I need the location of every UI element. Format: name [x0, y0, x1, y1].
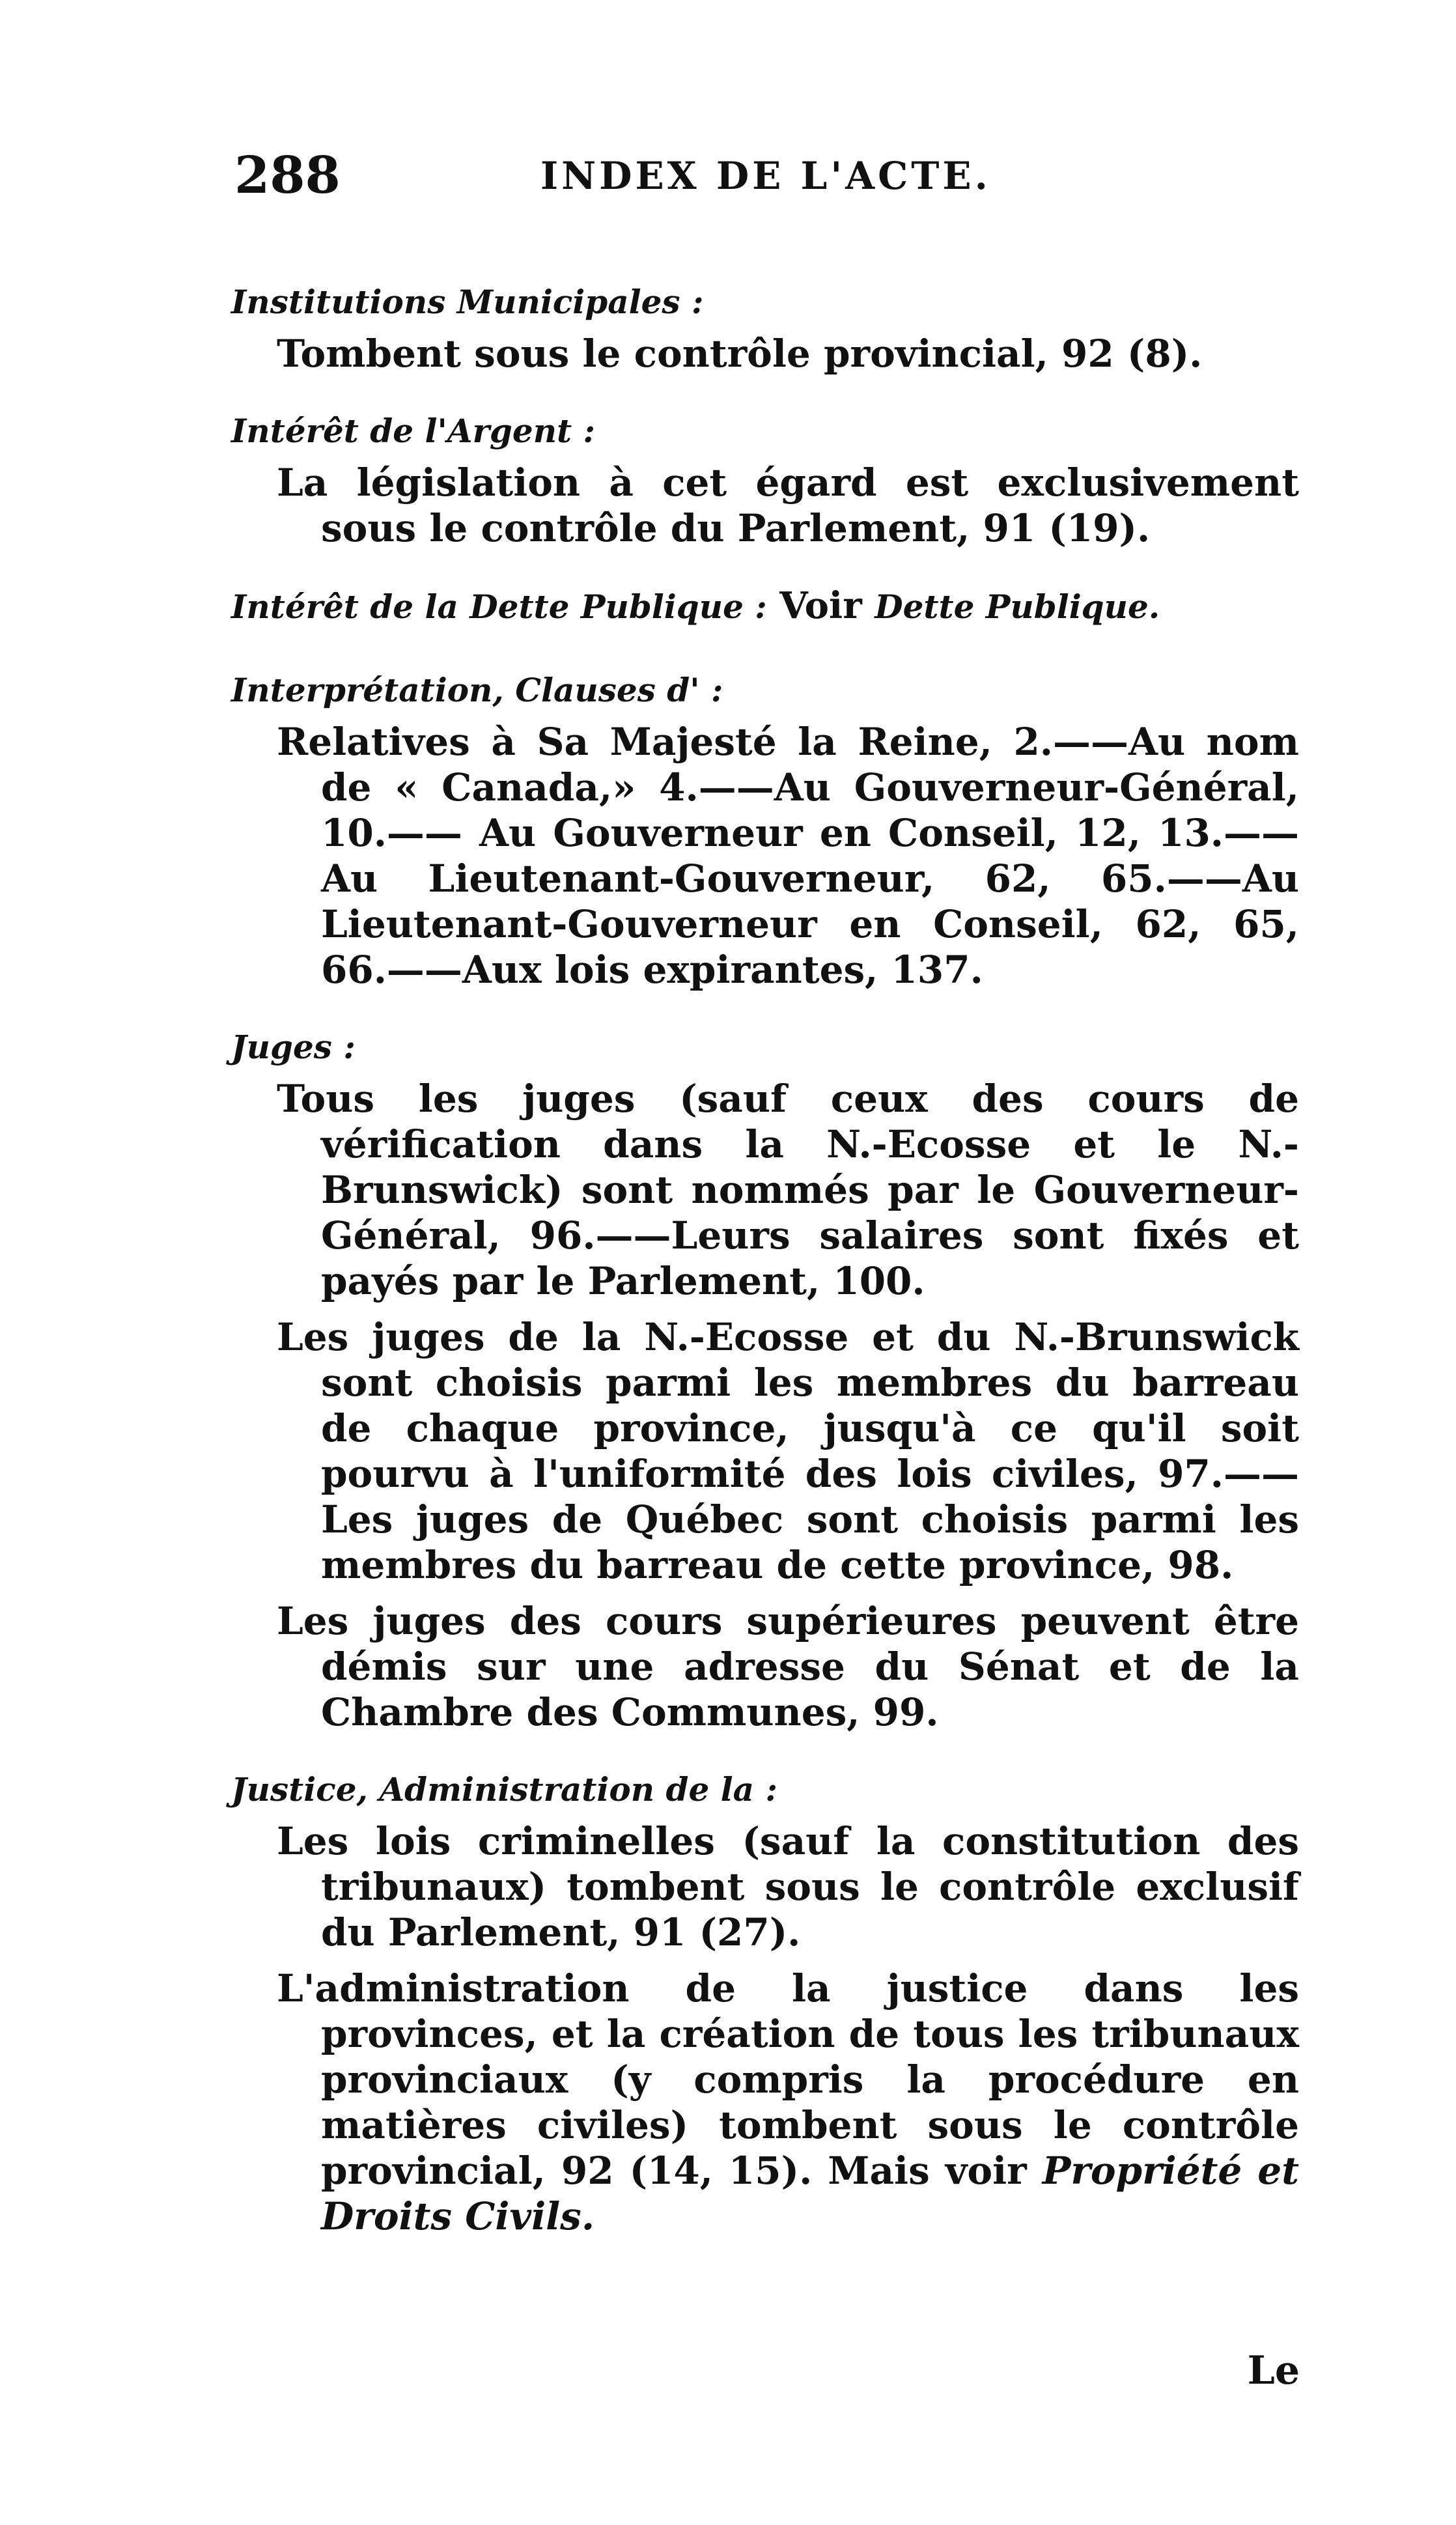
entry-paragraph: Tombent sous le contrôle provincial, 92 (8).: [277, 331, 1203, 376]
entry-heading-with-reference: [231, 577, 1299, 636]
page-header: [234, 140, 1016, 212]
running-title: INDEX DE L'ACTE.: [540, 154, 991, 198]
index-entry: [231, 662, 1299, 993]
index-entry: [231, 274, 1299, 376]
paragraph-text: L'administration de la justice dans les provinces, et la création de tous les tribunaux provinciaux (y compris la procédure en matières civiles) tombent sous le contrôle provincial, 92 (14, 15). Mais voir: [277, 1966, 1299, 2193]
entry-gap: [231, 376, 1299, 402]
index-entry: [231, 577, 1299, 636]
see-reference: Dette Publique.: [875, 587, 1160, 626]
index-body: [231, 274, 1299, 2239]
entry-heading-text: Intérêt de la Dette Publique :: [231, 587, 767, 626]
entry-paragraph: Tous les juges (sauf ceux des cours de vérification dans la N.-Ecosse et le N.-Brunswick) sont nommés par le Gouverneur-Général, 96.——Leurs salaires sont fixés et payés par le Parlement, 100.: [277, 1077, 1299, 1303]
entry-heading: Interprétation, Clauses d' :: [231, 671, 723, 709]
page-number: 288: [234, 146, 341, 205]
entry-paragraph: La législation à cet égard est exclusivement sous le contrôle du Parlement, 91 (19).: [277, 460, 1299, 550]
index-entry: [231, 1761, 1299, 2239]
entry-paragraph-with-reference: [277, 1966, 1299, 2239]
entry-gap: [231, 993, 1299, 1019]
index-entry: [231, 402, 1299, 551]
entry-paragraph: Relatives à Sa Majesté la Reine, 2.——Au nom de « Canada,» 4.——Au Gouverneur-Général, 10.—— Au Gouverneur en Conseil, 12, 13.——Au Lieutenant-Gouverneur, 62, 65.——Au Lieutenant-Gouverneur en Conseil, 62, 65, 66.——Aux lois expirantes, 137.: [277, 720, 1299, 992]
entry-paragraph: Les juges de la N.-Ecosse et du N.-Brunswick sont choisis parmi les membres du barreau de chaque province, jusqu'à ce qu'il soit pourvu à l'uniformité des lois civiles, 97.——Les juges de Québec sont choisis parmi les membres du barreau de cette province, 98.: [277, 1315, 1299, 1587]
entry-paragraph: Les lois criminelles (sauf la constitution des tribunaux) tombent sous le contrôle exclusif du Parlement, 91 (27).: [277, 1819, 1299, 1954]
catchword: Le: [1247, 2348, 1300, 2393]
entry-paragraph: Les juges des cours supérieures peuvent être démis sur une adresse du Sénat et de la Chambre des Communes, 99.: [277, 1599, 1299, 1734]
see-text: Voir: [766, 584, 875, 627]
entry-gap: [231, 551, 1299, 577]
entry-heading: Intérêt de l'Argent :: [231, 412, 596, 450]
entry-heading: Institutions Municipales :: [231, 283, 704, 321]
index-entry: [231, 1019, 1299, 1735]
see-reference: Propriété et Droits Civils.: [321, 2149, 1299, 2238]
entry-heading: Juges :: [231, 1028, 356, 1066]
entry-gap: [231, 636, 1299, 662]
entry-heading: Justice, Administration de la :: [231, 1770, 777, 1809]
entry-gap: [231, 1735, 1299, 1761]
